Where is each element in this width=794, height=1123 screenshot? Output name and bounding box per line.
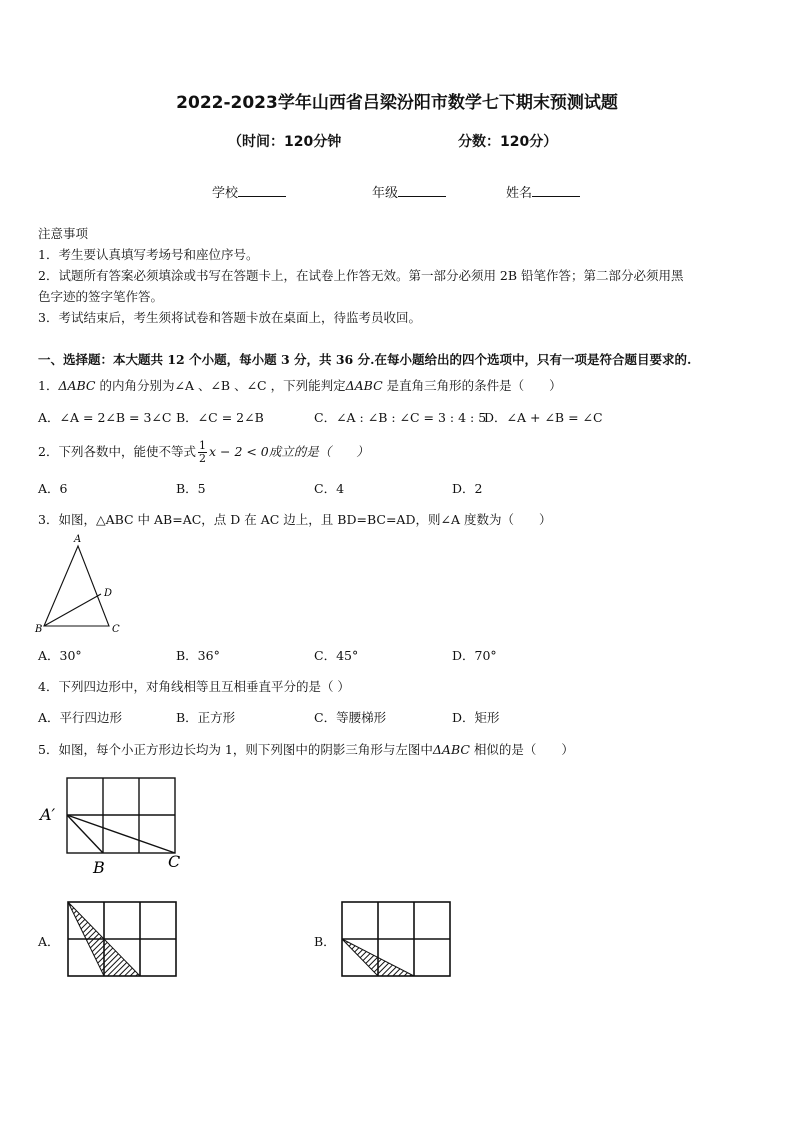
grade-field: [372, 182, 446, 201]
label-a: A: [74, 534, 82, 545]
q4-option-d[interactable]: D．矩形: [452, 710, 500, 725]
q1-number: 1．: [38, 378, 59, 393]
label-b: B: [93, 858, 105, 877]
q4-option-c[interactable]: C．等腰梯形: [314, 710, 387, 725]
name-field: [506, 182, 580, 201]
name-label: 姓名: [506, 186, 533, 201]
q1-option-c[interactable]: C．∠A : ∠B : ∠C = 3 : 4 : 5: [314, 410, 487, 425]
question-5-stem: [38, 740, 574, 758]
q5-text-end: 相似的是（ ）: [469, 742, 574, 757]
q3-option-b[interactable]: B．36°: [176, 648, 220, 663]
school-label: 学校: [212, 186, 239, 201]
school-field: [212, 182, 286, 201]
label-d: D: [104, 588, 113, 599]
q1-text: 的内角分别为∠A 、∠B 、∠C ，下列能判定: [95, 378, 346, 393]
notice-item: 1．考生要认真填写考场号和座位序号。: [38, 247, 259, 262]
notice-item: 2．试题所有答案必须填涂或书写在答题卡上，在试卷上作答无效。第一部分必须用 2B 铅笔作答；第二部分必须用黑: [38, 268, 684, 283]
q2-option-b[interactable]: B．5: [176, 481, 206, 496]
label-b: B: [35, 624, 43, 635]
q3-triangle-figure: [30, 534, 130, 638]
q2-text: 2．下列各数中，能使不等式: [38, 444, 196, 459]
fraction-denominator: 2: [198, 452, 206, 465]
q1-option-d[interactable]: D．∠A + ∠B = ∠C: [484, 410, 603, 425]
q1-triangle: ΔABC: [58, 378, 96, 393]
section-heading: 一、选择题：本大题共 12 个小题，每小题 3 分，共 36 分.在每小题给出的四个选项中，只有一项是符合题目要求的.: [38, 352, 692, 367]
q5-option-b[interactable]: B．: [314, 934, 336, 949]
q5-reference-grid: [36, 772, 196, 882]
notice-item: 色字迹的签字笔作答。: [38, 289, 164, 304]
q2-fraction: [198, 440, 207, 465]
question-2-stem: [38, 440, 369, 465]
q3-option-d[interactable]: D．70°: [452, 648, 497, 663]
label-c: C: [112, 624, 120, 635]
q5-option-b-figure[interactable]: [338, 900, 458, 980]
fraction-numerator: 1: [198, 439, 206, 452]
notice-heading: 注意事项: [38, 226, 89, 241]
q2-option-a[interactable]: A．6: [38, 481, 68, 496]
q5-triangle: ΔABC: [432, 742, 470, 757]
exam-time: （时间：120分钟: [228, 134, 342, 150]
question-3-stem: 3．如图，△ABC 中 AB=AC，点 D 在 AC 边上，且 BD=BC=AD，则∠A 度数为（ ）: [38, 512, 552, 527]
q1-option-b[interactable]: B．∠C = 2∠B: [176, 410, 264, 425]
q1-triangle: ΔABC: [345, 378, 383, 393]
q1-option-a[interactable]: A．∠A = 2∠B = 3∠C: [38, 410, 172, 425]
question-4-stem: 4．下列四边形中，对角线相等且互相垂直平分的是（ ）: [38, 679, 350, 694]
q2-option-d[interactable]: D．2: [452, 481, 483, 496]
q4-option-b[interactable]: B．正方形: [176, 710, 236, 725]
q5-option-a[interactable]: A．: [38, 934, 60, 949]
label-c: C: [168, 852, 181, 871]
q5-option-a-figure[interactable]: [64, 900, 184, 980]
question-1-stem: [38, 376, 562, 394]
q2-text-end: x − 2 < 0成立的是（ ）: [208, 444, 369, 459]
notice-item: 3．考试结束后，考生须将试卷和答题卡放在桌面上，待监考员收回。: [38, 310, 421, 325]
q4-option-a[interactable]: A．平行四边形: [38, 710, 123, 725]
q3-option-c[interactable]: C．45°: [314, 648, 359, 663]
label-a-prime: A′: [40, 805, 56, 824]
school-blank: [238, 184, 286, 197]
q3-option-a[interactable]: A．30°: [38, 648, 82, 663]
q1-text-end: 是直角三角形的条件是（ ）: [382, 378, 562, 393]
exam-score: 分数：120分）: [458, 134, 558, 150]
name-blank: [532, 184, 580, 197]
grade-blank: [398, 184, 446, 197]
exam-title: 2022-2023学年山西省吕梁汾阳市数学七下期末预测试题: [176, 93, 618, 113]
q5-text: 5．如图，每个小正方形边长均为 1，则下列图中的阴影三角形与左图中: [38, 742, 433, 757]
grade-label: 年级: [372, 186, 399, 201]
q2-option-c[interactable]: C．4: [314, 481, 345, 496]
